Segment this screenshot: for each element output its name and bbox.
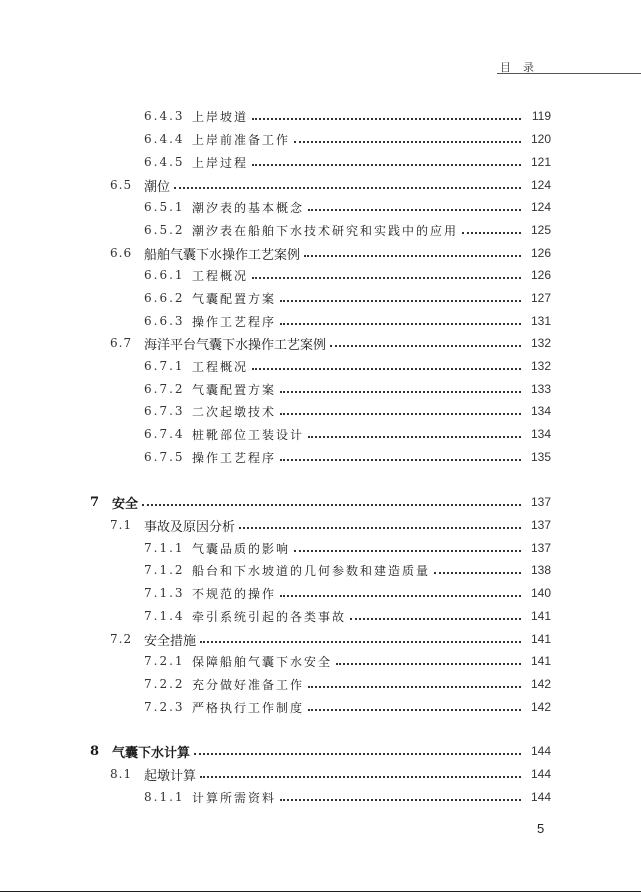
dot-leader (280, 323, 521, 325)
toc-title: 起墩计算 (144, 768, 197, 784)
toc-title: 牵引系统引起的各类事故 (192, 609, 347, 624)
toc-number: 7.2.2 (144, 677, 185, 691)
toc-number: 8 (90, 743, 100, 759)
toc-page-number: 140 (530, 586, 551, 600)
toc-number: 8.1 (110, 767, 133, 781)
dot-leader (434, 572, 521, 574)
dot-leader (280, 391, 521, 393)
toc-page-number: 137 (530, 541, 551, 555)
toc-subsection (144, 288, 551, 308)
toc-page-number: 144 (530, 744, 551, 758)
toc-number: 6.7.4 (144, 427, 185, 441)
toc-section (110, 515, 551, 535)
toc-page-number: 126 (530, 246, 551, 260)
toc-page-number: 119 (531, 109, 551, 123)
toc-title: 不规范的操作 (192, 586, 277, 601)
toc-subsection (144, 152, 551, 172)
toc-number: 6.7.2 (144, 382, 185, 396)
toc-subsection (144, 424, 551, 444)
toc-page-number: 132 (530, 359, 551, 373)
dot-leader (294, 550, 521, 552)
toc-title: 计算所需资料 (192, 790, 277, 805)
dot-leader (252, 277, 521, 279)
toc-number: 8.1.1 (144, 790, 185, 804)
dot-leader (280, 413, 521, 415)
toc-page-number: 132 (530, 336, 551, 350)
toc-title: 操作工艺程序 (192, 314, 277, 329)
toc-subsection (144, 311, 551, 331)
toc-number: 6.7 (110, 336, 133, 350)
toc-title: 操作工艺程序 (192, 450, 277, 465)
toc-title: 二次起墩技术 (192, 404, 277, 419)
dot-leader (200, 641, 521, 643)
toc-title: 严格执行工作制度 (192, 700, 305, 715)
toc-page-number: 131 (530, 314, 551, 328)
toc-subsection (144, 220, 551, 240)
dot-leader (252, 164, 521, 166)
toc-page-number: 127 (530, 291, 551, 305)
toc-page-number: 124 (530, 200, 551, 214)
toc-page-number: 142 (530, 700, 551, 714)
dot-leader (462, 232, 521, 234)
toc-number: 6.6 (110, 246, 133, 260)
toc-title: 工程概况 (192, 268, 249, 283)
dot-leader (336, 663, 521, 665)
dot-leader (239, 527, 521, 529)
toc-number: 6.4.3 (144, 109, 185, 123)
toc-number: 7.2.3 (144, 700, 185, 714)
toc-section (110, 764, 551, 784)
bottom-rule (0, 891, 641, 892)
toc-subsection (144, 787, 551, 807)
toc-title: 气囊配置方案 (192, 382, 277, 397)
toc-number: 6.5.2 (144, 223, 185, 237)
toc-subsection (144, 447, 551, 467)
toc-number: 7.1.4 (144, 609, 185, 623)
dot-leader (280, 459, 521, 461)
toc-number: 7.2.1 (144, 654, 185, 668)
toc-page-number: 144 (530, 790, 551, 804)
dot-leader (280, 300, 521, 302)
toc-section (110, 175, 551, 195)
toc-title: 气囊品质的影响 (192, 541, 291, 556)
toc-section (110, 243, 551, 263)
dot-leader (280, 799, 521, 801)
dot-leader (174, 187, 521, 189)
dot-leader (308, 209, 521, 211)
dot-leader (330, 345, 521, 347)
toc-title: 船台和下水坡道的几何参数和建造质量 (192, 563, 431, 578)
toc-page-number: 124 (530, 178, 551, 192)
header-rule (497, 73, 641, 74)
toc-title: 保障船舶气囊下水安全 (192, 654, 333, 669)
toc-page-number: 141 (530, 632, 551, 646)
toc-number: 6.6.2 (144, 291, 185, 305)
toc-page-number: 138 (530, 563, 551, 577)
toc-number: 7.1.1 (144, 541, 185, 555)
toc-number: 7.1 (110, 518, 133, 532)
toc-page-number: 125 (530, 223, 551, 237)
toc-page-number: 134 (530, 404, 551, 418)
dot-leader (304, 255, 521, 257)
dot-leader (200, 776, 521, 778)
toc-subsection (144, 538, 551, 558)
toc-title: 上岸前准备工作 (192, 132, 291, 147)
toc-subsection (144, 265, 551, 285)
toc-number: 7.1.2 (144, 563, 185, 577)
toc-title: 潮汐表在船舶下水技术研究和实践中的应用 (192, 223, 459, 238)
toc-title: 充分做好准备工作 (192, 677, 305, 692)
toc-subsection (144, 606, 551, 626)
dot-leader (252, 368, 521, 370)
toc-page-number: 141 (530, 609, 551, 623)
toc-title: 安全措施 (144, 633, 197, 649)
running-header-title: 目录 (500, 61, 546, 74)
toc-subsection (144, 401, 551, 421)
page-number: 5 (537, 821, 545, 836)
toc-title: 桩靴部位工装设计 (192, 427, 305, 442)
toc-number: 6.7.3 (144, 404, 185, 418)
toc-number: 6.4.4 (144, 132, 185, 146)
toc-page-number: 142 (530, 677, 551, 691)
toc-number: 6.7.1 (144, 359, 185, 373)
toc-page-number: 137 (530, 518, 551, 532)
toc-title: 潮汐表的基本概念 (192, 200, 305, 215)
toc-page-number: 134 (530, 427, 551, 441)
toc-section (110, 333, 551, 353)
dot-leader (252, 118, 521, 120)
toc-title: 安全 (112, 496, 139, 512)
toc-subsection (144, 197, 551, 217)
toc-number: 7 (90, 494, 100, 510)
toc-subsection (144, 356, 551, 376)
dot-leader (294, 141, 521, 143)
toc-title: 气囊下水计算 (112, 745, 191, 761)
toc-title: 海洋平台气囊下水操作工艺案例 (144, 337, 327, 353)
toc-number: 7.1.3 (144, 586, 185, 600)
toc-subsection (144, 674, 551, 694)
toc-page-number: 135 (530, 450, 551, 464)
toc-number: 6.6.3 (144, 314, 185, 328)
toc-subsection (144, 651, 551, 671)
toc-subsection (144, 129, 551, 149)
toc-title: 气囊配置方案 (192, 291, 277, 306)
toc-title: 潮位 (144, 179, 171, 195)
dot-leader (308, 686, 521, 688)
toc-chapter (90, 492, 551, 512)
toc-page-number: 120 (530, 132, 551, 146)
toc-subsection (144, 697, 551, 717)
dot-leader (142, 504, 521, 506)
dot-leader (350, 618, 521, 620)
toc-number: 6.4.5 (144, 155, 185, 169)
toc-page-number: 133 (530, 382, 551, 396)
toc-title: 上岸过程 (192, 155, 249, 170)
toc-number: 6.5 (110, 178, 133, 192)
dot-leader (194, 753, 521, 755)
toc-page-number: 144 (530, 767, 551, 781)
toc-subsection (144, 560, 551, 580)
dot-leader (280, 595, 521, 597)
toc-subsection (144, 379, 551, 399)
dot-leader (308, 436, 521, 438)
toc-page-number: 126 (530, 268, 551, 282)
toc-title: 船舶气囊下水操作工艺案例 (144, 247, 301, 263)
toc-section (110, 629, 551, 649)
toc-title: 事故及原因分析 (144, 519, 236, 535)
toc-number: 6.5.1 (144, 200, 185, 214)
toc-page-number: 121 (530, 155, 551, 169)
toc-subsection (144, 583, 551, 603)
toc-page-number: 137 (530, 495, 551, 509)
toc-number: 6.6.1 (144, 268, 185, 282)
toc-chapter (90, 741, 551, 761)
dot-leader (308, 709, 521, 711)
toc-title: 上岸坡道 (192, 109, 249, 124)
toc-number: 7.2 (110, 632, 133, 646)
toc-page-number: 141 (530, 654, 551, 668)
toc-subsection (144, 106, 551, 126)
toc-number: 6.7.5 (144, 450, 185, 464)
toc-title: 工程概况 (192, 359, 249, 374)
